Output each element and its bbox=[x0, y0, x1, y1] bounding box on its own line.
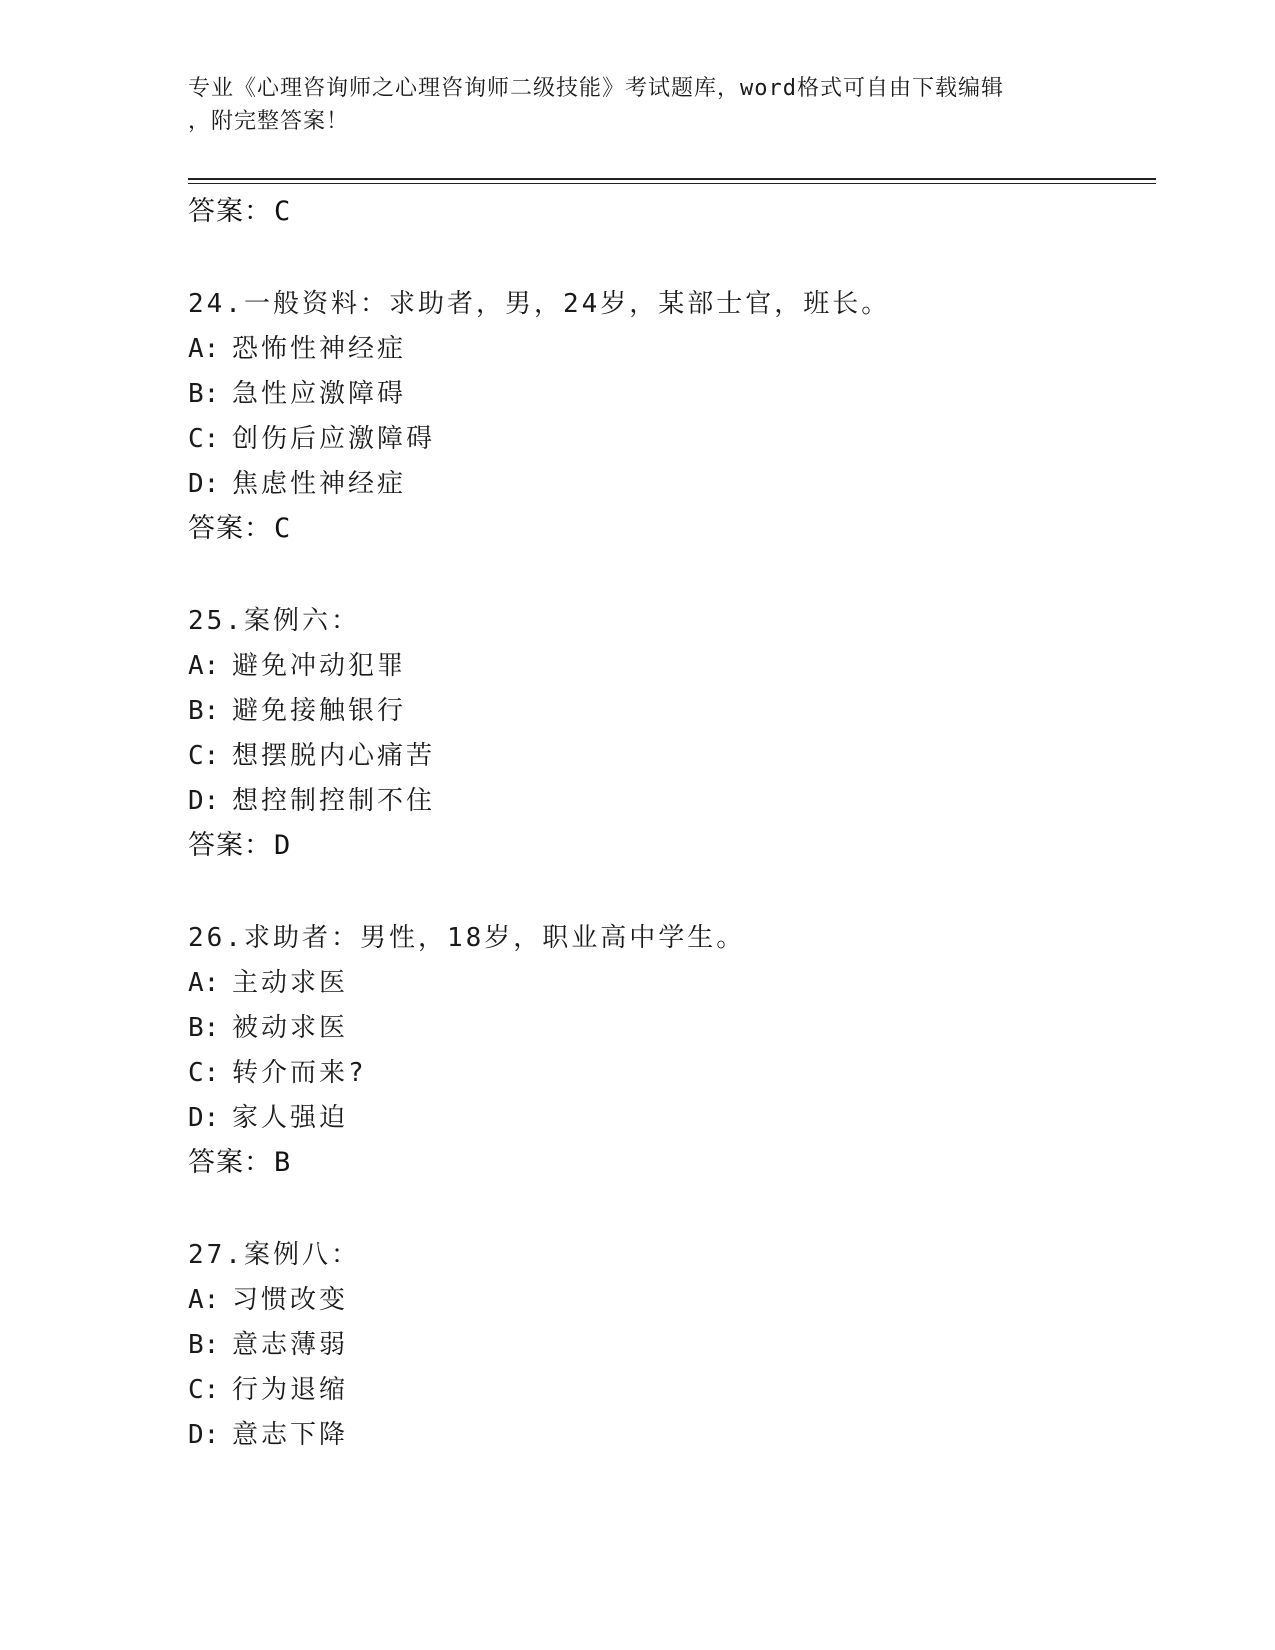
option-letter: A: bbox=[188, 651, 220, 681]
answer-line bbox=[188, 1141, 1148, 1185]
option-d bbox=[188, 779, 1148, 824]
header-line-2: ，附完整答案！ bbox=[188, 109, 350, 134]
spacer bbox=[188, 234, 1148, 282]
option-text: 主动求医 bbox=[232, 968, 349, 998]
option-letter: C: bbox=[188, 424, 220, 454]
answer-line bbox=[188, 507, 1148, 551]
option-letter: B: bbox=[188, 1330, 220, 1360]
option-text: 创伤后应激障碍 bbox=[232, 424, 436, 454]
option-c bbox=[188, 1368, 1148, 1413]
option-text: 意志下降 bbox=[232, 1420, 349, 1450]
option-text: 焦虑性神经症 bbox=[232, 469, 407, 499]
header-divider-thin bbox=[188, 183, 1156, 184]
option-a bbox=[188, 327, 1148, 372]
option-letter: A: bbox=[188, 1285, 220, 1315]
answer-label: 答案： bbox=[188, 830, 272, 861]
option-text: 想摆脱内心痛苦 bbox=[232, 741, 436, 771]
option-letter: C: bbox=[188, 1375, 220, 1405]
option-text: 习惯改变 bbox=[232, 1285, 349, 1315]
option-text: 避免接触银行 bbox=[232, 696, 407, 726]
document-header bbox=[188, 72, 1068, 138]
option-text: 行为退缩 bbox=[232, 1375, 349, 1405]
option-text: 避免冲动犯罪 bbox=[232, 651, 407, 681]
question-stem: 25.案例六： bbox=[188, 606, 360, 636]
option-letter: A: bbox=[188, 334, 220, 364]
option-text: 被动求医 bbox=[232, 1013, 349, 1043]
question-stem: 24.一般资料：求助者，男，24岁，某部士官，班长。 bbox=[188, 289, 891, 319]
option-letter: D: bbox=[188, 1420, 220, 1450]
answer-value: C bbox=[274, 513, 292, 544]
option-text: 家人强迫 bbox=[232, 1103, 349, 1133]
option-text: 意志薄弱 bbox=[232, 1330, 349, 1360]
option-letter: C: bbox=[188, 741, 220, 771]
spacer bbox=[188, 551, 1148, 599]
option-letter: D: bbox=[188, 1103, 220, 1133]
option-text: 急性应激障碍 bbox=[232, 379, 407, 409]
question-item-24 bbox=[188, 282, 1148, 551]
option-letter: B: bbox=[188, 696, 220, 726]
header-divider-thick bbox=[188, 178, 1156, 180]
option-a bbox=[188, 961, 1148, 1006]
answer-value: B bbox=[274, 1147, 292, 1178]
option-b bbox=[188, 372, 1148, 417]
option-text: 想控制控制不住 bbox=[232, 786, 436, 816]
option-letter: B: bbox=[188, 379, 220, 409]
option-letter: D: bbox=[188, 786, 220, 816]
option-a bbox=[188, 644, 1148, 689]
option-letter: D: bbox=[188, 469, 220, 499]
option-b bbox=[188, 1323, 1148, 1368]
option-c bbox=[188, 1051, 1148, 1096]
answer-line bbox=[188, 824, 1148, 868]
answer-line bbox=[188, 190, 1148, 234]
answer-label: 答案： bbox=[188, 513, 272, 544]
question-item-26 bbox=[188, 916, 1148, 1185]
option-letter: C: bbox=[188, 1058, 220, 1088]
option-d bbox=[188, 1413, 1148, 1458]
option-c bbox=[188, 734, 1148, 779]
option-letter: A: bbox=[188, 968, 220, 998]
answer-label: 答案： bbox=[188, 196, 272, 227]
option-b bbox=[188, 1006, 1148, 1051]
spacer bbox=[188, 1185, 1148, 1233]
option-d bbox=[188, 462, 1148, 507]
question-item-25 bbox=[188, 599, 1148, 868]
option-letter: B: bbox=[188, 1013, 220, 1043]
answer-value: C bbox=[274, 196, 292, 227]
question-stem: 27.案例八： bbox=[188, 1240, 360, 1270]
question-item-27 bbox=[188, 1233, 1148, 1458]
option-text: 转介而来? bbox=[232, 1058, 367, 1088]
answer-label: 答案： bbox=[188, 1147, 272, 1178]
answer-value: D bbox=[274, 830, 292, 861]
option-text: 恐怖性神经症 bbox=[232, 334, 407, 364]
question-list bbox=[188, 190, 1148, 1458]
spacer bbox=[188, 868, 1148, 916]
option-c bbox=[188, 417, 1148, 462]
option-b bbox=[188, 689, 1148, 734]
option-a bbox=[188, 1278, 1148, 1323]
header-line-1: 专业《心理咨询师之心理咨询师二级技能》考试题库，word格式可自由下载编辑 bbox=[188, 76, 1004, 101]
option-d bbox=[188, 1096, 1148, 1141]
question-stem: 26.求助者：男性，18岁，职业高中学生。 bbox=[188, 923, 746, 953]
